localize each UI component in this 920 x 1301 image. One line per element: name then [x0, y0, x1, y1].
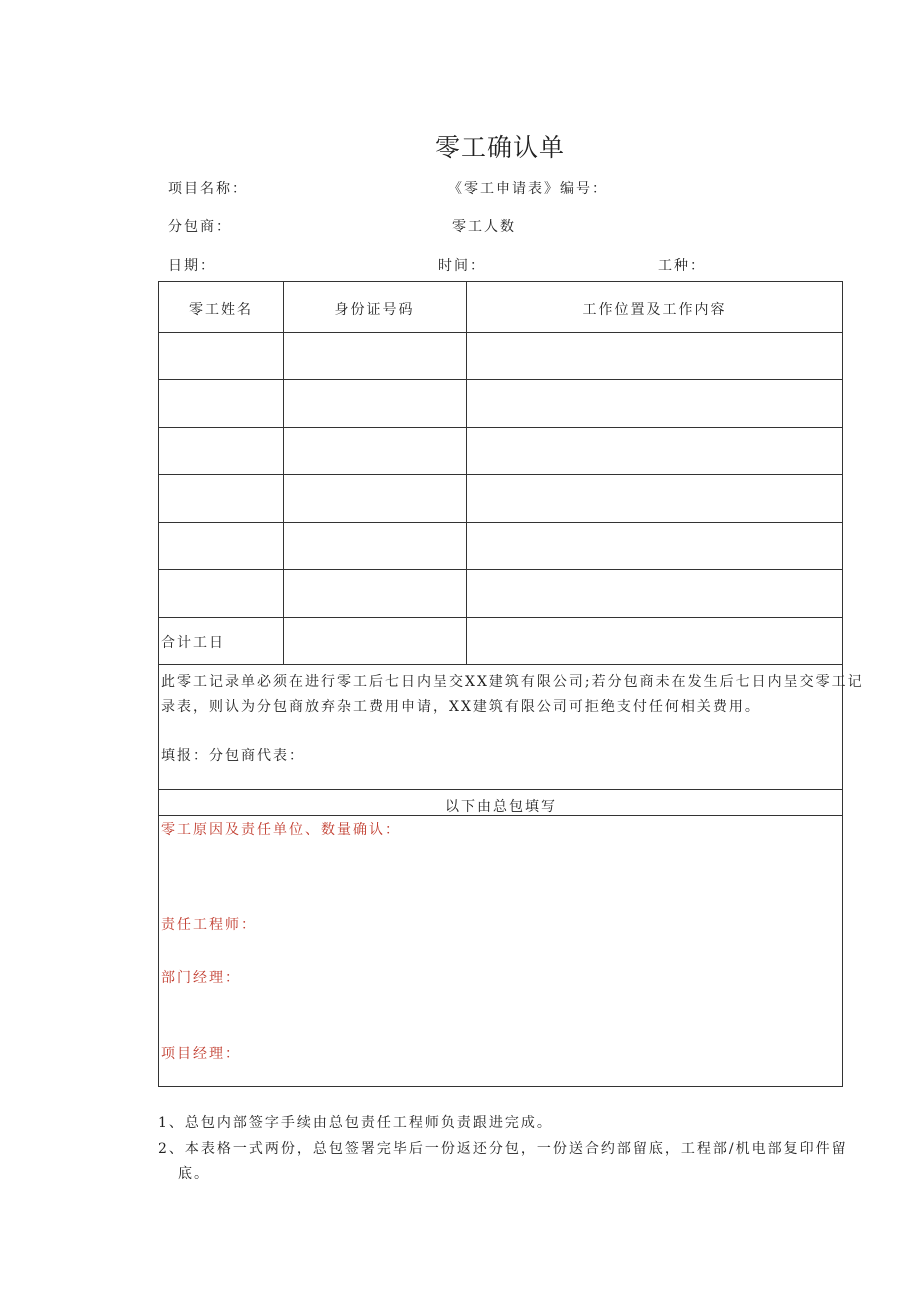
reason-label: 零工原因及责任单位、数量确认： [161, 822, 401, 838]
row-divider [159, 789, 842, 790]
total-workdays-label: 合计工日 [161, 635, 225, 651]
row-divider [159, 332, 842, 333]
row-divider [159, 427, 842, 428]
notice-text-line2: 录表，则认为分包商放弃杂工费用申请，XX建筑有限公司可拒绝支付任何相关费用。 [161, 699, 761, 715]
engineer-label: 责任工程师： [161, 917, 257, 933]
row-divider [159, 379, 842, 380]
dept-manager-label: 部门经理： [161, 970, 241, 986]
row-divider [159, 569, 842, 570]
filled-by-label: 填报：分包商代表： [161, 748, 305, 764]
column-divider [283, 282, 284, 664]
request-no-label: 《零工申请表》编号： [448, 181, 608, 197]
gc-section-title: 以下由总包填写 [445, 799, 557, 815]
note-item-2-line2: 底。 [178, 1166, 210, 1182]
notice-text-line1: 此零工记录单必须在进行零工后七日内呈交XX建筑有限公司;若分包商未在发生后七日内呈交零工记 [161, 674, 864, 690]
worker-count-label: 零工人数 [452, 219, 516, 235]
column-header-name: 零工姓名 [189, 302, 253, 318]
row-divider [159, 664, 842, 665]
confirmation-table [158, 281, 864, 1087]
note-item-1: 1、总包内部签字手续由总包责任工程师负责跟进完成。 [158, 1115, 553, 1131]
date-label: 日期： [168, 258, 216, 274]
column-header-id-number: 身份证号码 [334, 302, 415, 318]
row-divider [159, 474, 842, 475]
project-name-label: 项目名称： [168, 181, 248, 197]
column-header-work-content: 工作位置及工作内容 [582, 302, 727, 318]
time-label: 时间： [438, 258, 486, 274]
row-divider [159, 617, 842, 618]
project-manager-label: 项目经理： [161, 1046, 241, 1062]
row-divider [159, 522, 842, 523]
trade-label: 工种： [658, 258, 706, 274]
page-title: 零工确认单 [434, 133, 565, 162]
subcontractor-label: 分包商： [168, 219, 232, 235]
note-item-2-line1: 2、本表格一式两份，总包签署完毕后一份返还分包，一份送合约部留底，工程部/机电部复印件留 [158, 1141, 848, 1157]
column-divider [466, 282, 467, 664]
